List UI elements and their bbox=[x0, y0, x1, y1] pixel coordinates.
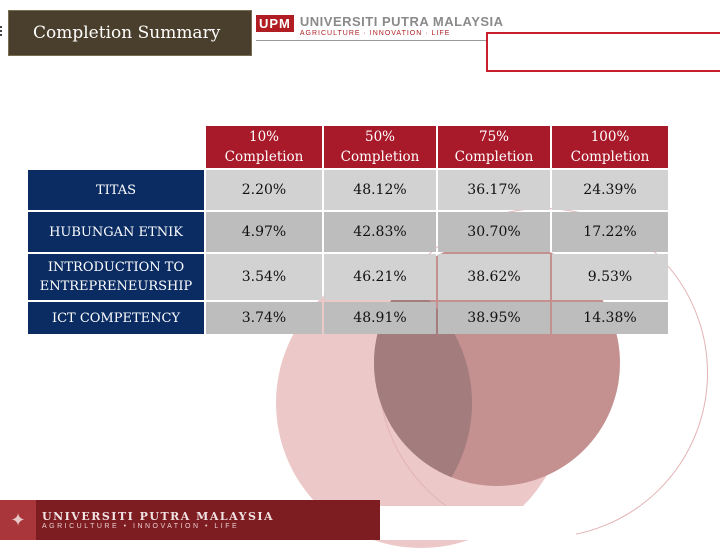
table-corner bbox=[28, 126, 204, 168]
column-header-label: Completion bbox=[454, 149, 534, 165]
table-cell: 2.20% bbox=[206, 170, 322, 210]
table-cell: 38.62% bbox=[438, 254, 550, 300]
row-header bbox=[28, 254, 204, 300]
table-cell: 4.97% bbox=[206, 212, 322, 252]
row-header bbox=[28, 212, 204, 252]
column-header bbox=[552, 126, 668, 168]
upm-logo: UPM bbox=[256, 15, 294, 32]
footer-white-panel bbox=[380, 506, 576, 540]
footer-tagline: AGRICULTURE • INNOVATION • LIFE bbox=[42, 523, 240, 530]
row-header bbox=[28, 170, 204, 210]
header-divider-grey bbox=[256, 40, 486, 41]
table-cell: 46.21% bbox=[324, 254, 436, 300]
table-cell: 14.38% bbox=[552, 302, 668, 334]
column-header-percent: 100% bbox=[590, 129, 630, 145]
table-row bbox=[28, 170, 668, 210]
university-brand bbox=[256, 14, 504, 40]
table-cell: 3.54% bbox=[206, 254, 322, 300]
row-header bbox=[28, 302, 204, 334]
table-cell: 48.12% bbox=[324, 170, 436, 210]
header-divider-red-vertical bbox=[486, 32, 488, 72]
footer-banner bbox=[0, 500, 380, 540]
completion-table bbox=[26, 124, 670, 336]
table-cell: 9.53% bbox=[552, 254, 668, 300]
table-row bbox=[28, 212, 668, 252]
row-header-label: TITAS bbox=[95, 182, 137, 198]
column-header-percent: 50% bbox=[364, 129, 395, 145]
header-divider-red-bottom bbox=[486, 70, 720, 72]
row-header-label-line2: ENTREPRENEURSHIP bbox=[39, 279, 193, 294]
column-header-percent: 10% bbox=[248, 129, 279, 145]
column-header-label: Completion bbox=[340, 149, 420, 165]
slide-title-box bbox=[8, 10, 252, 56]
column-header-label: Completion bbox=[224, 149, 304, 165]
column-header bbox=[438, 126, 550, 168]
row-header-label: HUBUNGAN ETNIK bbox=[49, 224, 183, 240]
slide-title: Completion Summary bbox=[33, 23, 221, 43]
table-cell: 36.17% bbox=[438, 170, 550, 210]
table-row bbox=[28, 302, 668, 334]
column-header bbox=[324, 126, 436, 168]
column-header-label: Completion bbox=[570, 149, 650, 165]
university-crest-icon: ✦ bbox=[0, 500, 36, 540]
left-edge-marker bbox=[0, 26, 6, 36]
table-cell: 38.95% bbox=[438, 302, 550, 334]
footer-university-name: UNIVERSITI PUTRA MALAYSIA bbox=[42, 510, 275, 523]
table-cell: 17.22% bbox=[552, 212, 668, 252]
row-header-label: ICT COMPETENCY bbox=[51, 310, 181, 326]
row-header-label: INTRODUCTION TO bbox=[47, 260, 185, 275]
table-cell: 3.74% bbox=[206, 302, 322, 334]
table-cell: 24.39% bbox=[552, 170, 668, 210]
column-header bbox=[206, 126, 322, 168]
university-tagline: AGRICULTURE · INNOVATION · LIFE bbox=[299, 30, 451, 37]
table-cell: 30.70% bbox=[438, 212, 550, 252]
university-name: UNIVERSITI PUTRA MALAYSIA bbox=[299, 14, 504, 29]
column-header-percent: 75% bbox=[478, 129, 509, 145]
table-cell: 42.83% bbox=[324, 212, 436, 252]
table-row bbox=[28, 254, 668, 300]
header-divider-red-top bbox=[486, 32, 720, 34]
table-header-row bbox=[28, 126, 668, 168]
table-cell: 48.91% bbox=[324, 302, 436, 334]
